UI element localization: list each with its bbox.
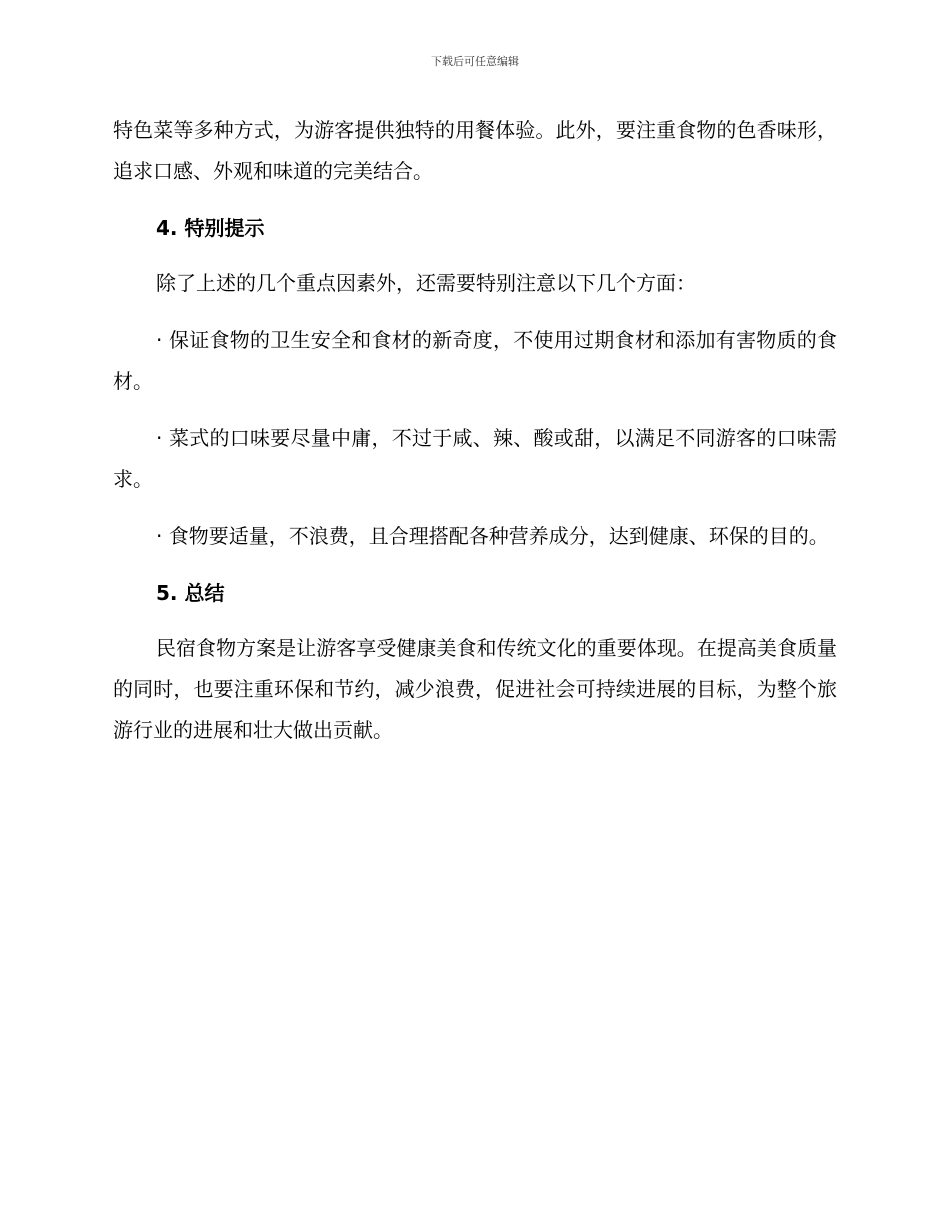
bullet-item: · 菜式的口味要尽量中庸，不过于咸、辣、酸或甜，以满足不同游客的口味需求。 <box>113 426 837 491</box>
section-5-body: 民宿食物方案是让游客享受健康美食和传统文化的重要体现。在提高美食质量的同时，也要注重环保和节约，减少浪费，促进社会可持续进展的目标，为整个旅游行业的进展和壮大做出贡献。 <box>113 636 837 742</box>
section-5-heading: 5. 总结 <box>156 581 225 605</box>
page-header-note: 下载后可任意编辑 <box>431 55 519 68</box>
intro-paragraph: 特色菜等多种方式，为游客提供独特的用餐体验。此外，要注重食物的色香味形，追求口感、外观和味道的完美结合。 <box>113 118 837 183</box>
document-body <box>113 110 837 767</box>
section-4-heading: 4. 特别提示 <box>156 216 265 240</box>
section-4-intro: 除了上述的几个重点因素外，还需要特别注意以下几个方面： <box>156 271 696 295</box>
bullet-item: · 保证食物的卫生安全和食材的新奇度，不使用过期食材和添加有害物质的食材。 <box>113 328 837 393</box>
bullet-item: · 食物要适量，不浪费，且合理搭配各种营养成分，达到健康、环保的目的。 <box>156 524 829 548</box>
